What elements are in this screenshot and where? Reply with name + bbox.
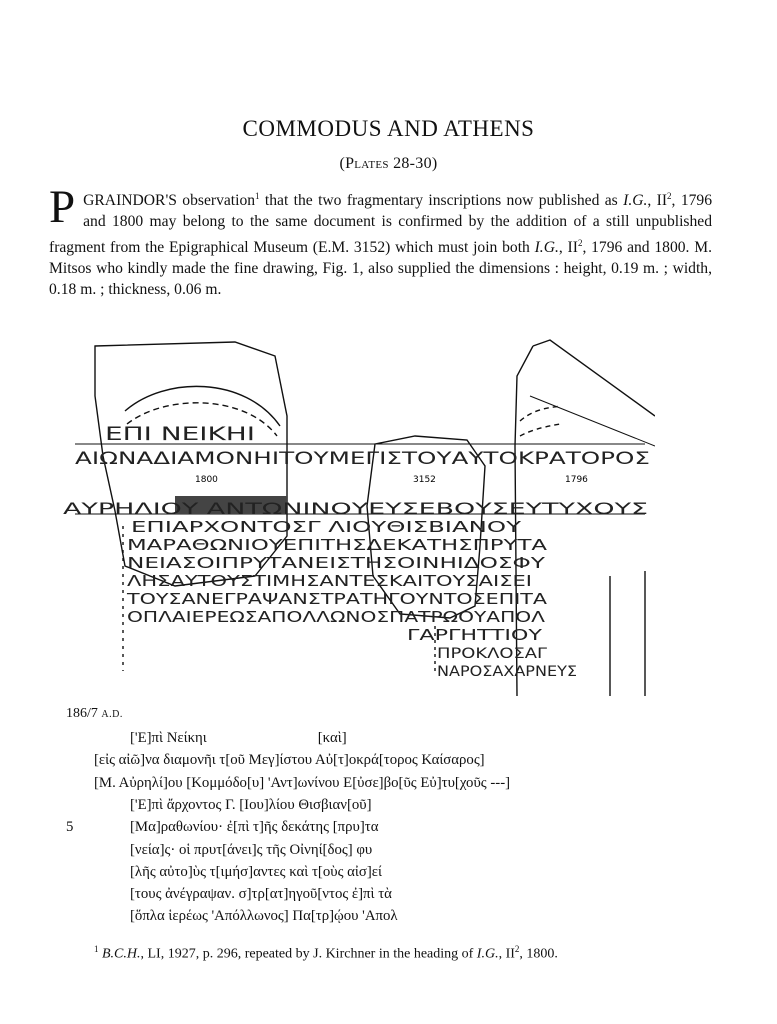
line-text: [ὅπλα ἱερέως 'Απόλλωνος] Πα[τρ]ῴου 'Απολ <box>130 908 398 925</box>
inscription-row: ΕΠΙ ΝΕΙΚΗΙ <box>105 423 255 445</box>
line-text: [τους ἀνέγραψαν. σ]τρ[ατ]ηγοῦ[ντος ἐ]πὶ τὰ <box>130 886 392 903</box>
fragment-labels <box>195 475 588 485</box>
line-text: ['Ε]πὶ Νείκηι [καὶ] <box>130 730 347 746</box>
inscription-row: ΝΕΙΑΣΟΙΠΡΥΤΑΝΕΙΣΤΗΣΟΙΝΗΙΔΟΣΦΥ <box>127 554 547 572</box>
date-era: A.D. <box>101 709 123 720</box>
inscription-row: ΝΑΡΟΣΑΧΑΡΝΕΥΣ <box>437 664 577 680</box>
line-text: [Μα]ραθωνίου· ἐ[πὶ τ]ῆς δεκάτης [πρυ]τα <box>130 819 379 836</box>
fragment-label: 1796 <box>565 475 588 485</box>
inscription-row: ΑΥΡΗΛΙΟΥ ΑΝΤΩΝΙΝΟΥΕΥΣΕΒΟΥΣΕΥΤΥΧΟΥΣ <box>63 499 648 518</box>
plates-subtitle: (Plates 28-30) <box>339 155 438 172</box>
intro-text: , 1796 and 1800 may belong to the same document is confirmed by the addition of a still unpublished fragment from the Epigraphical Museum (E.M. 3152) which must join both <box>49 192 712 256</box>
footnote-text: , 1800. <box>519 946 558 962</box>
inscription-row: ΟΠΛΑΙΕΡΕΩΣΑΠΟΛΛΩΝΟΣΠΑΤΡΩΟΥΑΠΟΛ <box>127 608 546 626</box>
drop-cap: P <box>49 181 76 233</box>
line-text: [εἰς αἰῶ]να διαμονῆι τ[οῦ Μεγ]ίστου Αὐ[τ]οκρά[τορος Καίσαρος] <box>94 752 485 769</box>
intro-text: GRAINDOR'S observation <box>83 192 256 210</box>
line-text: [νεία]ς· οἱ πρυτ[άνει]ς τῆς Οἰνηί[δος] φυ <box>130 841 373 858</box>
line-number: 5 <box>66 819 74 836</box>
inscription-drawing <box>55 336 655 698</box>
footnote <box>94 944 558 963</box>
inscription-row: ΛΗΣΑΥΤΟΥΣΤΙΜΗΣΑΝΤΕΣΚΑΙΤΟΥΣΑΙΣΕΙ <box>127 572 532 590</box>
intro-text: that the two fragmentary inscriptions now published as <box>259 192 624 210</box>
intro-paragraph <box>49 181 712 300</box>
superscript: 2 <box>514 944 520 954</box>
inscription-row: ΜΑΡΑΘΩΝΙΟΥΕΠΙΤΗΣΔΕΚΑΤΗΣΠΡΥΤΑ <box>127 536 549 554</box>
fragment-label: 3152 <box>413 475 436 485</box>
fragment-label: 1800 <box>195 475 218 485</box>
footnote-text: , LI, 1927, p. 296, repeated by J. Kirchner in the heading of <box>140 946 477 962</box>
superscript: 2 <box>577 237 583 248</box>
intro-text: , II <box>647 192 668 210</box>
inscription-row: ΤΟΥΣΑΝΕΓΡΑΨΑΝΣΤΡΑΤΗΓΟΥΝΤΟΣΕΠΙΤΑ <box>125 590 549 608</box>
ig-ref: I.G. <box>623 192 648 210</box>
date-label <box>66 706 123 722</box>
inscription-row: ΑΙΩΝΑΔΙΑΜΟΝΗΙΤΟΥΜΕΓΙΣΤΟΥΑΥΤΟΚΡΑΤΟΡΟΣ <box>75 449 650 469</box>
date-year: 186/7 <box>66 706 98 721</box>
ig-ref: I.G. <box>476 946 499 962</box>
footnote-mark: 1 <box>94 944 99 954</box>
superscript: 2 <box>667 191 672 201</box>
inscription-row: ΓΑΡΓΗΤΤΙΟΥ <box>407 626 544 644</box>
inscription-rows <box>63 423 650 680</box>
footnote-text: , II <box>498 946 515 962</box>
ig-ref: I.G. <box>534 238 559 256</box>
line-text: [Μ. Αὐρηλί]ου [Κομμόδο[υ] 'Αντ]ωνίνου Ε[ὐσε]βο[ῦς Εὐ]τυ[χοῦς ---] <box>94 774 511 791</box>
line-text: ['Ε]πὶ ἄρχοντος Γ. [Ιου]λίου Θισβιαν[οῦ] <box>130 796 372 813</box>
inscription-row: ΠΡΟΚΛΟΣΑΓ <box>437 646 548 662</box>
intro-text: , 1796 and 1800. M. Mitsos who kindly made the fine drawing, Fig. 1, also supplied the dimensions : height, 0.19 m. ; width, 0.18 m. ; thickness, 0.06 m. <box>49 238 712 299</box>
footnote-ref[interactable]: 1 <box>255 191 260 201</box>
line-text: [λῆς αὐτο]ὺς τ[ιμήσ]αντες καὶ τ[οὺς αἰσ]εί <box>130 863 382 880</box>
intro-text: , II <box>558 238 578 256</box>
inscription-row: ΕΠΙΑΡΧΟΝΤΟΣΓ ΛΙΟΥΘΙΣΒΙΑΝΟΥ <box>131 518 523 536</box>
page-title: COMMODUS AND ATHENS <box>242 116 535 141</box>
footnote-source: B.C.H. <box>102 946 141 962</box>
